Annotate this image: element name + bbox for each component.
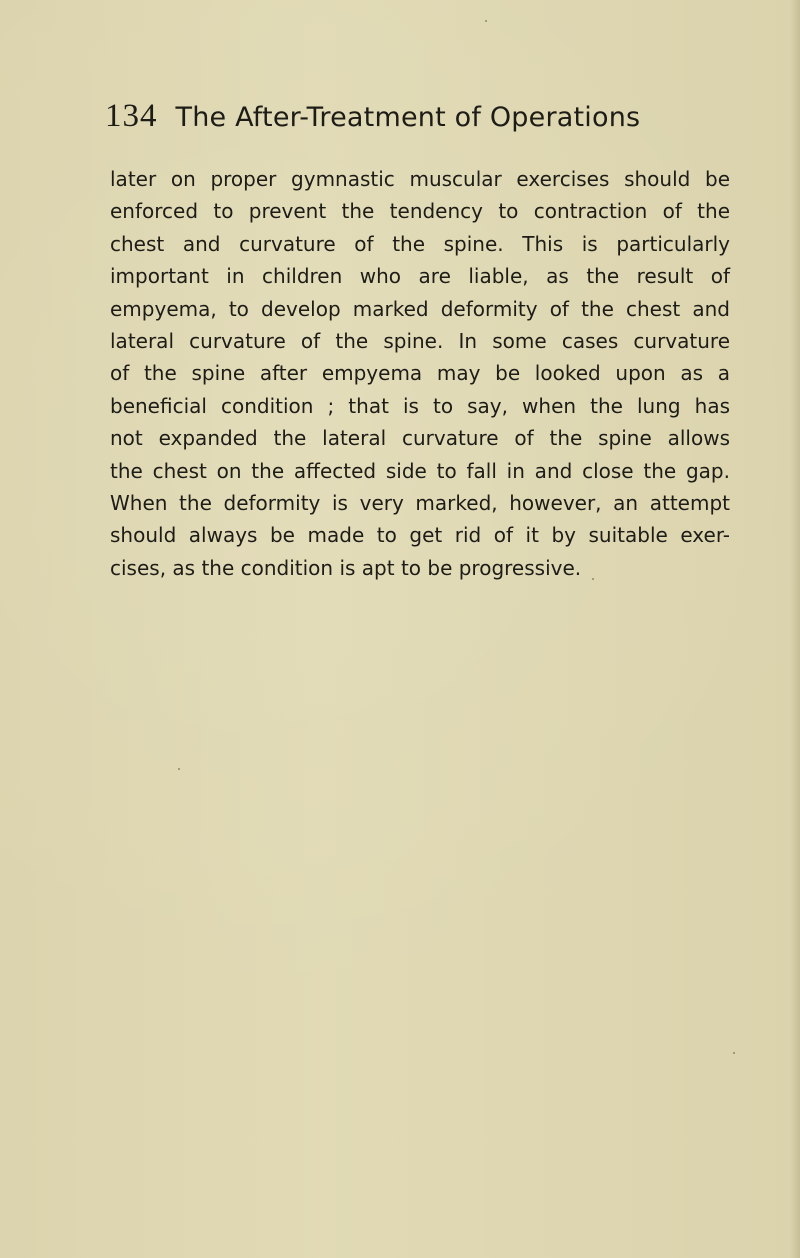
page-header — [105, 98, 745, 135]
paper-speck — [592, 578, 594, 580]
text-line: When the deformity is very marked, however, an attempt — [110, 491, 730, 516]
text-line: beneficial condition ; that is to say, when the lung has — [110, 393, 730, 418]
paper-speck — [178, 768, 180, 770]
text-line: chest and curvature of the spine. This is particularly — [110, 231, 730, 256]
text-line: cises, as the condition is apt to be progressive. — [110, 555, 582, 580]
page-edge-shadow — [790, 0, 800, 1258]
text-line: not expanded the lateral curvature of the spine allows — [110, 426, 730, 451]
paper-speck — [733, 1052, 735, 1054]
running-title: The After-Treatment of Operations — [175, 102, 641, 133]
text-line: should always be made to get rid of it by suitable exer- — [110, 523, 730, 548]
text-line: important in children who are liable, as the result of — [110, 264, 730, 289]
body-paragraph — [110, 163, 730, 584]
page-number: 134 — [105, 98, 158, 134]
text-line: the chest on the affected side to fall in and close the gap. — [110, 458, 730, 483]
text-line: lateral curvature of the spine. In some cases curvature — [110, 329, 730, 354]
text-line: later on proper gymnastic muscular exercises should be — [110, 167, 730, 191]
text-line: of the spine after empyema may be looked upon as a — [110, 361, 730, 386]
text-line: empyema, to develop marked deformity of the chest and — [110, 296, 730, 321]
text-line: enforced to prevent the tendency to contraction of the — [110, 199, 730, 224]
paper-speck — [485, 20, 487, 22]
